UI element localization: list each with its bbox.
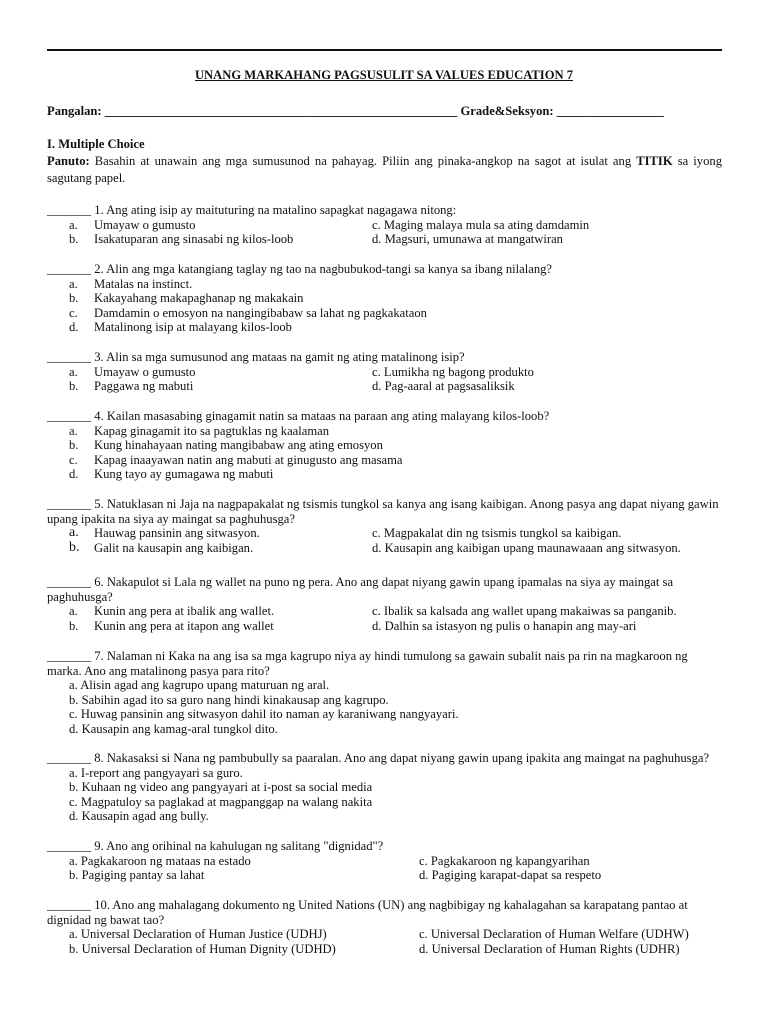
question-stem: _______ 7. Nalaman ni Kaka na ang isa sa mga kagrupo niya ay hindi tumulong sa gawain subalit nais pa rin na magkaroon ng marka. Ano ang matalinong pasya para rito?	[47, 649, 688, 678]
option-d: d. Matalinong isip at malayang kilos-loob	[69, 320, 292, 335]
question-stem: _______ 5. Natuklasan ni Jaja na nagpapakalat ng tsismis tungkol sa kanya ang isang kaibigan. Anong pasya ang dapat niyang gawin upang ipakita na siya ay maingat sa paghuhusga?	[47, 497, 719, 526]
option-d: d. Universal Declaration of Human Rights (UDHR)	[419, 941, 680, 956]
question-10	[47, 898, 722, 956]
option-c: c. Kapag inaayawan natin ang mabuti at ginugusto ang masama	[69, 452, 403, 467]
option-a: a. Alisin agad ang kagrupo upang maturuan ng aral.	[69, 678, 330, 693]
option-a: a. Kapag ginagamit ito sa pagtuklas ng kaalaman	[69, 423, 330, 438]
option-a: a. Umayaw o gumusto	[69, 364, 196, 379]
option-c: c. Lumikha ng bagong produkto	[372, 364, 534, 379]
name-grade-line: Pangalan: ________________________________________________________ Grade&Seksyon: _________________	[47, 104, 664, 118]
option-b: b. Paggawa ng mabuti	[69, 379, 194, 394]
question-stem: _______ 2. Alin ang mga katangiang taglay ng tao na nagbubukod-tangi sa kanya sa ibang nilalang?	[47, 262, 553, 276]
question-3	[47, 350, 722, 394]
option-a: a. Umayaw o gumusto	[69, 217, 196, 232]
option-b: b. Universal Declaration of Human Dignity (UDHD)	[69, 941, 336, 956]
option-c: c. Magpakalat din ng tsismis tungkol sa kaibigan.	[372, 526, 622, 541]
options	[47, 526, 722, 555]
question-stem: _______ 9. Ano ang orihinal na kahulugan ng salitang "dignidad"?	[47, 839, 384, 853]
options	[47, 365, 722, 394]
question-stem: _______ 10. Ano ang mahalagang dokumento ng United Nations (UN) ang nagbibigay ng kahalagahan sa karapatang pantao at dignidad ng bawat tao?	[47, 898, 688, 927]
option-d: d. Kausapin agad ang bully.	[69, 809, 209, 824]
question-2	[47, 262, 722, 335]
option-d: d. Pagiging karapat-dapat sa respeto	[419, 868, 602, 883]
option-b: b. Isakatuparan ang sinasabi ng kilos-loob	[69, 232, 294, 247]
question-1	[47, 203, 722, 247]
question-stem: _______ 6. Nakapulot si Lala ng wallet na puno ng pera. Ano ang dapat niyang gawin upang ipamalas na siya ay maingat sa paghuhusga?	[47, 575, 674, 604]
question-6	[47, 575, 722, 633]
option-d: d. Kung tayo ay gumagawa ng mabuti	[69, 467, 274, 482]
option-a: a. Pagkakaroon ng mataas na estado	[69, 853, 251, 868]
option-b: b. Kung hinahayaan nating mangibabaw ang ating emosyon	[69, 438, 383, 453]
option-c: c. Maging malaya mula sa ating damdamin	[372, 217, 590, 232]
option-b: b. Pagiging pantay sa lahat	[69, 868, 205, 883]
option-c: c. Damdamin o emosyon na nangingibabaw sa lahat ng pagkakataon	[69, 305, 427, 320]
option-d: d. Kausapin ang kamag-aral tungkol dito.	[69, 721, 278, 736]
option-a: a. Matalas na instinct.	[69, 276, 193, 291]
option-d: d. Pag-aaral at pagsasaliksik	[372, 379, 515, 394]
instructions-text-end: sa iyong sagutang papel.	[47, 154, 722, 185]
options	[47, 604, 722, 633]
question-stem: _______ 1. Ang ating isip ay maituturing na matalino sapagkat nagagawa nitong:	[47, 203, 457, 217]
option-a: a. Hauwag pansinin ang sitwasyon.	[69, 525, 260, 541]
top-rule	[47, 49, 722, 51]
option-c: c. Ibalik sa kalsada ang wallet upang makaiwas sa panganib.	[372, 604, 677, 619]
instructions-label: Panuto:	[47, 154, 90, 168]
option-b: b. Galit na kausapin ang kaibigan.	[69, 539, 254, 555]
page-title: UNANG MARKAHANG PAGSUSULIT SA VALUES EDUCATION 7	[194, 68, 574, 82]
option-c: c. Universal Declaration of Human Welfare (UDHW)	[419, 927, 689, 942]
instructions-text: Basahin at unawain ang mga sumusunod na pahayag. Piliin ang pinaka-angkop na sagot at isulat ang	[89, 154, 637, 168]
instructions-emphasis: TITIK	[636, 154, 673, 168]
question-4	[47, 409, 722, 482]
option-b: b. Kunin ang pera at itapon ang wallet	[69, 618, 274, 633]
option-b: b. Kakayahang makapaghanap ng makakain	[69, 291, 304, 306]
option-a: a. Kunin ang pera at ibalik ang wallet.	[69, 604, 275, 619]
option-d: d. Magsuri, umunawa at mangatwiran	[372, 232, 563, 247]
question-stem: _______ 3. Alin sa mga sumusunod ang mataas na gamit ng ating matalinong isip?	[47, 350, 465, 364]
instructions	[47, 153, 722, 187]
question-stem: _______ 8. Nakasaksi si Nana ng pambubully sa paaralan. Ano ang dapat niyang gawin upang ipakita ang maingat na paghuhusga?	[47, 751, 710, 765]
question-8	[47, 751, 722, 824]
option-d: d. Dalhin sa istasyon ng pulis o hanapin ang may-ari	[372, 618, 637, 633]
options	[47, 854, 722, 883]
options	[47, 927, 722, 956]
option-c: c. Magpatuloy sa paglakad at magpanggap na walang nakita	[69, 794, 373, 809]
question-stem: _______ 4. Kailan masasabing ginagamit natin sa mataas na paraan ang ating malayang kilos-loob?	[47, 409, 550, 423]
question-9	[47, 839, 722, 883]
option-a: a. Universal Declaration of Human Justice (UDHJ)	[69, 927, 327, 942]
question-5	[47, 497, 722, 555]
option-a: a. I-report ang pangyayari sa guro.	[69, 765, 243, 780]
option-d: d. Kausapin ang kaibigan upang maunawaaan ang sitwasyon.	[372, 540, 681, 555]
option-b: b. Sabihin agad ito sa guro nang hindi kinakausap ang kagrupo.	[69, 692, 389, 707]
option-b: b. Kuhaan ng video ang pangyayari at i-post sa social media	[69, 780, 373, 795]
options	[47, 218, 722, 247]
option-c: c. Pagkakaroon ng kapangyarihan	[419, 853, 590, 868]
section-heading: I. Multiple Choice	[47, 137, 145, 151]
option-c: c. Huwag pansinin ang sitwasyon dahil ito naman ay karaniwang nangyayari.	[69, 707, 459, 722]
question-7	[47, 649, 722, 737]
